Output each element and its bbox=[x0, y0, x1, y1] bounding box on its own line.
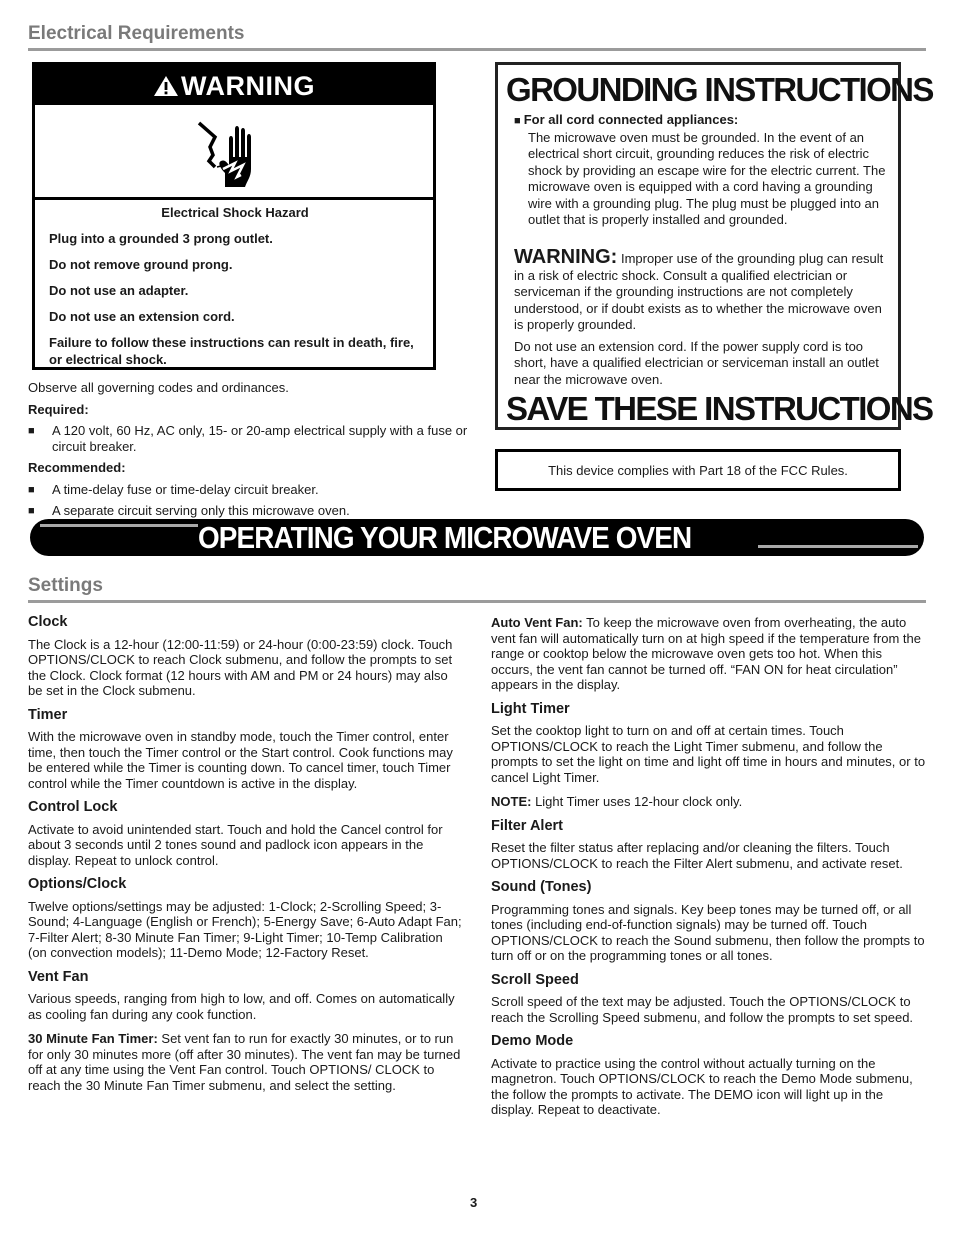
grounding-cord-section bbox=[514, 112, 889, 229]
cord-heading: For all cord connected appliances: bbox=[523, 112, 739, 127]
light-timer-body: Set the cooktop light to turn on and off at certain times. Touch OPTIONS/CLOCK to reach the Light Timer submenu, and follow the prompts to set the light on time and light off time in hours and minutes, or to cancel Light Timer. bbox=[491, 723, 926, 785]
warning-line: Do not remove ground prong. bbox=[49, 257, 233, 272]
settings-right-column bbox=[491, 615, 927, 1127]
vent-fan-body: Various speeds, ranging from high to low, and off. Comes on automatically as cooling fan during any cook function. bbox=[28, 991, 455, 1022]
filter-alert-body: Reset the filter status after replacing and/or cleaning the filters. Touch OPTIONS/CLOCK to reach the Filter Alert submenu, and activate reset. bbox=[491, 840, 903, 871]
grounding-warning-section bbox=[514, 246, 889, 393]
warning-line: Do not use an extension cord. bbox=[49, 309, 235, 324]
light-timer-heading: Light Timer bbox=[491, 700, 570, 717]
note-label: NOTE: bbox=[491, 794, 532, 809]
demo-mode-heading: Demo Mode bbox=[491, 1033, 574, 1049]
control-lock-heading: Control Lock bbox=[28, 799, 118, 815]
page-number: 3 bbox=[470, 1195, 478, 1210]
bullet-icon: ■ bbox=[28, 504, 35, 517]
vent-fan-heading: Vent Fan bbox=[28, 968, 89, 985]
options-clock-body: Twelve options/settings may be adjusted: 1-Clock; 2-Scrolling Speed; 3-Sound; 4-Language (English or French); 5-Energy Save; 6-Auto Adapt Fan; 7-Filter Alert; 8-30 Minute Fan Timer; 9-Light Timer; 10-Temp Calibration (on convection models); 11-Demo Mode; 12-Factory Reset. bbox=[28, 898, 462, 960]
banner-rule-left bbox=[40, 524, 198, 527]
timer-heading: Timer bbox=[28, 706, 68, 723]
timer-body: With the microwave oven in standby mode, touch the Timer control, enter time, then touch the Timer control or the Start control. Cook functions may be entered while the Timer is counting down. To cancel timer, touch Timer control while the Timer countdown is active in the display. bbox=[28, 729, 453, 791]
auto-vent-body: To keep the microwave oven from overheating, the auto vent fan will automatically turn on at high speed if the temperature from the range or cooktop below the microwave oven gets too hot. When this occurs, the vent fan cannot be turned off. “FAN ON for heat circulation” appears in the display. bbox=[491, 615, 921, 692]
grounding-warning-body: Improper use of the grounding plug can result in a risk of electric shock. Consult a qualified electrician or serviceman if the grounding instructions are not completely understood, or if doubt exists as to whether the microwave oven is properly grounded. bbox=[514, 251, 884, 332]
options-clock-heading: Options/Clock bbox=[28, 876, 127, 892]
settings-heading: Settings bbox=[28, 575, 103, 596]
clock-body: The Clock is a 12-hour (12:00-11:59) or 24-hour (0:00-23:59) clock. Touch OPTIONS/CLOCK to reach Clock submenu, and follow the prompts to set the Clock. Clock format (12 hours with AM and PM or 24 hours) may also be set in the Clock submenu. bbox=[28, 636, 453, 698]
warning-label: WARNING bbox=[181, 71, 315, 101]
settings-left-column bbox=[28, 615, 464, 1102]
warning-box bbox=[32, 62, 436, 370]
electrical-shock-hand-icon bbox=[195, 117, 265, 189]
sound-body: Programming tones and signals. Key beep tones may be turned off, or all tones (including end-of-function signals) may be turned off. Touch OPTIONS/CLOCK to reach the Sound submenu, then follow the prompts to turn off or on the programming tones or all tones. bbox=[491, 901, 925, 963]
note-body: Light Timer uses 12-hour clock only. bbox=[531, 794, 743, 809]
scroll-speed-heading: Scroll Speed bbox=[491, 971, 579, 988]
list-item bbox=[28, 423, 468, 454]
hazard-title: Electrical Shock Hazard bbox=[161, 205, 309, 220]
bullet-icon: ■ bbox=[514, 115, 524, 127]
light-timer-note bbox=[491, 794, 927, 810]
grounding-instructions-box bbox=[495, 62, 933, 430]
required-label: Required: bbox=[28, 401, 89, 417]
warning-triangle-icon bbox=[153, 75, 179, 97]
observe-text: Observe all governing codes and ordinances. bbox=[28, 380, 289, 395]
recommended-label: Recommended: bbox=[28, 460, 126, 475]
demo-mode-body: Activate to practice using the control without actually turning on the magnetron. Touch OPTIONS/CLOCK to reach the Demo Mode submenu, the follow the prompts to activate. The DEMO icon will light up in the display. Repeat to deactivate. bbox=[491, 1055, 913, 1117]
sound-heading: Sound (Tones) bbox=[491, 879, 592, 895]
warning-text bbox=[49, 205, 421, 377]
list-item bbox=[28, 482, 468, 498]
control-lock-body: Activate to avoid unintended start. Touch and hold the Cancel control for about 3 seconds until 2 tones sound and padlock icon appears in the display. Repeat to unlock control. bbox=[28, 821, 443, 868]
grounding-title: GROUNDING INSTRUCTIONS bbox=[506, 71, 933, 108]
electrical-requirements-heading: Electrical Requirements bbox=[28, 23, 245, 44]
save-instructions-title: SAVE THESE INSTRUCTIONS bbox=[506, 390, 933, 427]
fan-timer-paragraph bbox=[28, 1031, 464, 1093]
fan-timer-label: 30 Minute Fan Timer: bbox=[28, 1031, 158, 1046]
warning-line: Plug into a grounded 3 prong outlet. bbox=[49, 231, 273, 246]
auto-vent-paragraph bbox=[491, 615, 927, 693]
operating-title: OPERATING YOUR MICROWAVE OVEN bbox=[198, 520, 692, 555]
electrical-requirements-list bbox=[28, 380, 468, 524]
list-item bbox=[28, 503, 468, 519]
warning-line: Failure to follow these instructions can result in death, fire, or electrical shock. bbox=[49, 335, 414, 367]
recommended-item: A separate circuit serving only this microwave oven. bbox=[52, 502, 350, 518]
bullet-icon: ■ bbox=[28, 425, 35, 437]
operating-banner bbox=[30, 519, 924, 556]
fan-timer-body: Set vent fan to run for exactly 30 minutes, or to run for only 30 minutes more (off after 30 minutes). The vent fan may be turned off at any time using the Vent Fan control. Touch OPTIONS/ CLOCK to reach the 30 Minute Fan Timer submenu, and select the setting. bbox=[28, 1031, 461, 1093]
warning-icon-area bbox=[35, 105, 433, 200]
warning-line: Do not use an adapter. bbox=[49, 283, 189, 298]
scroll-speed-body: Scroll speed of the text may be adjusted. Touch the OPTIONS/CLOCK to reach the Scrolling Speed submenu, and follow the prompts to set speed. bbox=[491, 994, 914, 1025]
banner-rule-right bbox=[758, 545, 918, 548]
filter-alert-heading: Filter Alert bbox=[491, 817, 563, 834]
extension-note: Do not use an extension cord. If the power supply cord is too short, have a qualified electrician or serviceman install an outlet near the microwave oven. bbox=[514, 338, 879, 387]
fcc-notice: This device complies with Part 18 of the FCC Rules. bbox=[495, 449, 901, 491]
warning-banner bbox=[35, 65, 433, 105]
cord-body: The microwave oven must be grounded. In the event of an electrical short circuit, grounding reduces the risk of electric shock by providing an escape wire for the electric current. The microwave oven is equipped with a cord having a grounding wire with a grounding plug. The plug must be plugged into an outlet that is properly installed and grounded. bbox=[528, 129, 886, 227]
bullet-icon: ■ bbox=[28, 483, 35, 496]
clock-heading: Clock bbox=[28, 614, 68, 630]
section-divider bbox=[28, 600, 926, 603]
grounding-warning-label: WARNING: bbox=[514, 246, 618, 268]
recommended-item: A time-delay fuse or time-delay circuit breaker. bbox=[52, 481, 319, 497]
required-item: A 120 volt, 60 Hz, AC only, 15- or 20-amp electrical supply with a fuse or circuit breaker. bbox=[52, 423, 468, 454]
section-divider bbox=[28, 48, 926, 51]
auto-vent-label: Auto Vent Fan: bbox=[491, 615, 583, 630]
